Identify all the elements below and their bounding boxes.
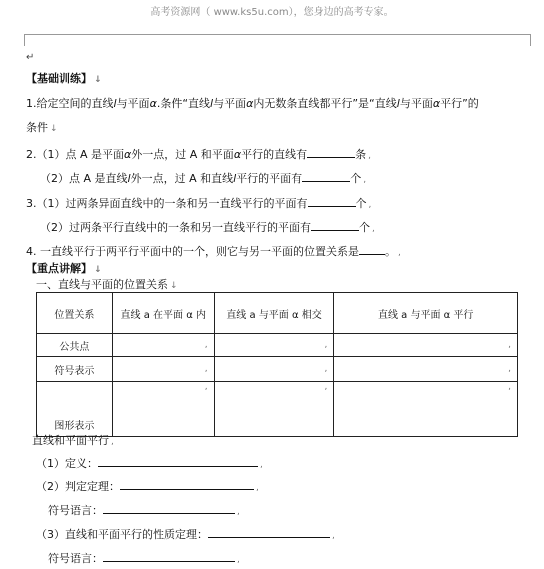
table-row xyxy=(37,334,518,357)
table-header-cell: 位置关系 xyxy=(37,293,113,334)
table-header-cell: 直线 a 与平面 α 平行 xyxy=(334,293,518,334)
header-text: 高考资源网（ www.ks5u.com），您身边的高考专家。 xyxy=(150,7,394,18)
answer-blank[interactable] xyxy=(359,243,385,255)
question-1-continuation: 条件 ↓ xyxy=(26,121,58,134)
property-line: （3）直线和平面平行的性质定理： , xyxy=(36,528,335,541)
table-cell[interactable]: , xyxy=(112,382,214,437)
row-label: 图形表示 xyxy=(37,382,113,437)
table-row xyxy=(37,382,518,437)
table-cell[interactable]: , xyxy=(214,334,334,357)
answer-blank[interactable] xyxy=(208,526,330,538)
question-1: 1.给定空间的直线l与平面α.条件“直线l与平面α内无数条直线都平行”是“直线l与平面α平行”的 xyxy=(26,97,479,110)
table-cell[interactable]: , xyxy=(112,357,214,382)
criterion-line: （2）判定定理： , xyxy=(36,480,259,493)
answer-blank[interactable] xyxy=(98,455,258,467)
page-header xyxy=(0,0,544,36)
symbol-line-1: 符号语言： , xyxy=(48,504,240,517)
focus-heading: 【重点讲解】 ↓ xyxy=(26,262,102,275)
definition-line: （1）定义： , xyxy=(36,457,263,470)
row-label: 符号表示 xyxy=(37,357,113,382)
table-cell[interactable]: , xyxy=(334,382,518,437)
parallel-title: 直线和平面平行 , xyxy=(32,434,114,447)
position-relation-table xyxy=(36,292,518,437)
question-4: 4. 一直线平行于两平行平面中的一个，则它与另一平面的位置关系是 。 , xyxy=(26,245,401,258)
basic-heading: 【基础训练】 ↓ xyxy=(26,72,102,85)
section-1-title: 一、直线与平面的位置关系 ↓ xyxy=(36,278,178,291)
table-cell[interactable]: , xyxy=(334,334,518,357)
question-2-1: 2.（1）点 A 是平面α外一点，过 A 和平面α平行的直线有 条 , xyxy=(26,148,371,161)
question-2-2: （2）点 A 是直线l外一点，过 A 和直线l平行的平面有 个 , xyxy=(40,172,367,185)
margin-corner-right xyxy=(530,34,541,46)
table-cell[interactable]: , xyxy=(214,382,334,437)
paragraph-return-icon: ↵ xyxy=(26,52,35,63)
symbol-line-2: 符号语言： , xyxy=(48,552,240,565)
question-3-2: （2）过两条平行直线中的一条和另一直线平行的平面有 个 , xyxy=(40,221,375,234)
answer-blank[interactable] xyxy=(308,195,356,207)
answer-blank[interactable] xyxy=(302,170,350,182)
table-row xyxy=(37,357,518,382)
table-cell[interactable]: , xyxy=(214,357,334,382)
header-rule xyxy=(24,34,530,35)
answer-blank[interactable] xyxy=(103,502,235,514)
answer-blank[interactable] xyxy=(120,478,254,490)
question-3-1: 3.（1）过两条异面直线中的一条和另一直线平行的平面有 个 , xyxy=(26,197,372,210)
row-label: 公共点 xyxy=(37,334,113,357)
answer-blank[interactable] xyxy=(311,219,359,231)
table-header-cell: 直线 a 在平面 α 内 xyxy=(112,293,214,334)
answer-blank[interactable] xyxy=(103,550,235,562)
table-cell[interactable]: , xyxy=(334,357,518,382)
table-cell[interactable]: , xyxy=(112,334,214,357)
margin-corner-left xyxy=(12,34,25,46)
table-header-row xyxy=(37,293,518,334)
table-header-cell: 直线 a 与平面 α 相交 xyxy=(214,293,334,334)
answer-blank[interactable] xyxy=(307,146,355,158)
